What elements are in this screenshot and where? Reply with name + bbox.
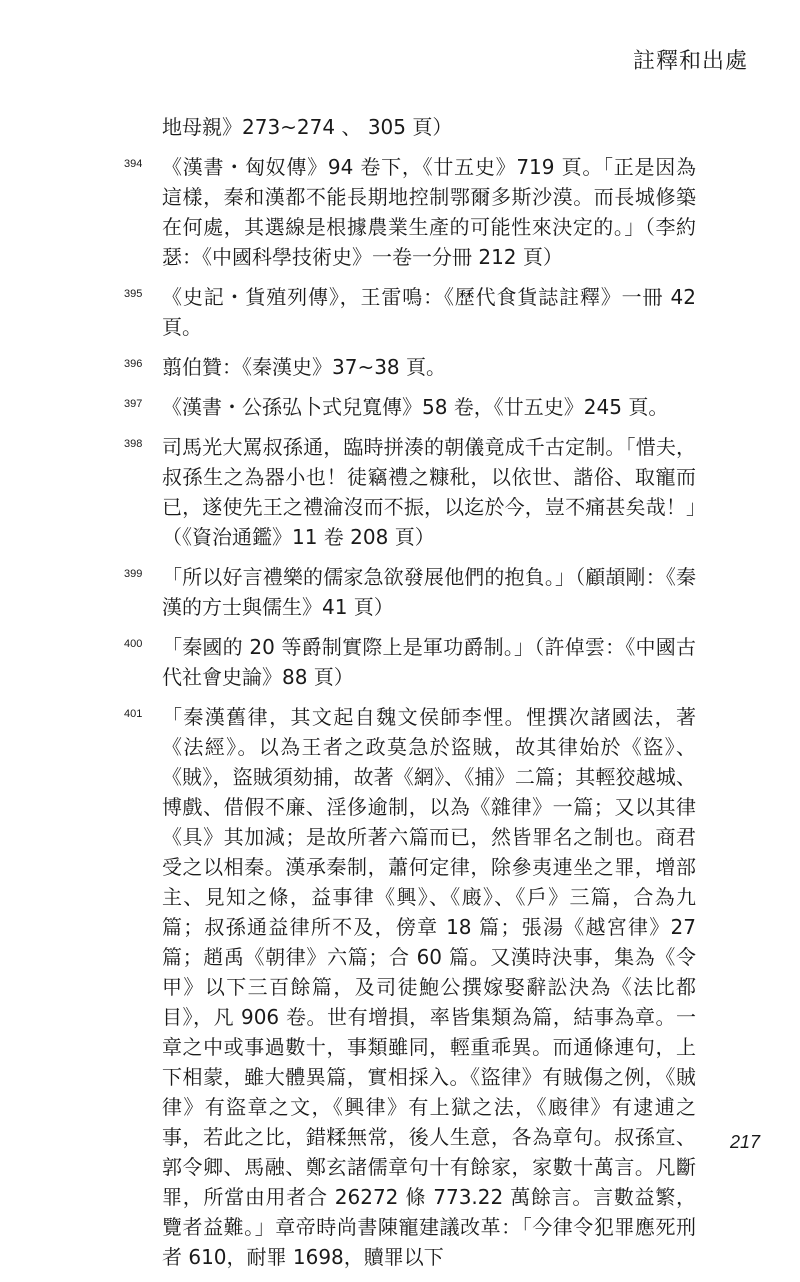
footnote-399 — [124, 562, 696, 622]
footnote-396 — [124, 352, 696, 382]
footnote-text: 《史記・貨殖列傳》，王雷鳴：《歷代食貨誌註釋》一冊 42 頁。 — [162, 285, 696, 339]
footnote-text: 《漢書・匈奴傳》94 卷下，《廿五史》719 頁。「正是因為這樣，秦和漢都不能長期地控制鄂爾多斯沙漠。而長城修築在何處，其選線是根據農業生產的可能性來決定的。」（李約瑟：《中國科學技術史》一卷一分冊 212 頁） — [162, 155, 696, 269]
footnote-text: 「秦漢舊律，其文起自魏文侯師李悝。悝撰次諸國法，著《法經》。以為王者之政莫急於盜賊，故其律始於《盜》、《賊》，盜賊須劾捕，故著《網》、《捕》二篇；其輕狡越城、博戲、借假不廉、淫侈逾制，以為《雜律》一篇；又以其律《具》其加減；是故所著六篇而已，然皆罪名之制也。商君受之以相秦。漢承秦制，蕭何定律，除參夷連坐之罪，增部主、見知之條，益事律《興》、《廄》、《戶》三篇，合為九篇；叔孫通益律所不及，傍章 18 篇；張湯《越宮律》27 篇；趙禹《朝律》六篇；合 60 篇。又漢時決事，集為《令甲》以下三百餘篇，及司徒鮑公撰嫁娶辭訟決為《法比都目》，凡 906 卷。世有增損，率皆集類為篇，結事為章。一章之中或事過數十，事類雖同，輕重乖異。而通條連句，上下相蒙，雖大體異篇，實相採入。《盜律》有賊傷之例，《賊律》有盜章之文，《興律》有上獄之法，《廄律》有逮逋之事，若此之比，錯糅無常，後人生意，各為章句。叔孫宣、郭令卿、馬融、鄭玄諸儒章句十有餘家，家數十萬言。凡斷罪，所當由用者合 26272 條 773.22 萬餘言。言數益繁，覽者益難。」章帝時尚書陳寵建議改革：「今律令犯罪應死刑者 610，耐罪 1698，贖罪以下 — [162, 705, 696, 1269]
footnote-395 — [124, 282, 696, 342]
footnote-text: 「秦國的 20 等爵制實際上是軍功爵制。」（許倬雲：《中國古代社會史論》88 頁） — [162, 635, 696, 689]
footnote-number: 394 — [124, 158, 143, 170]
footnote-number: 400 — [124, 638, 143, 650]
footnote-401 — [124, 702, 696, 1272]
footnote-394 — [124, 152, 696, 272]
footnote-number: 401 — [124, 708, 143, 720]
footnote-400 — [124, 632, 696, 692]
footnote-text: 「所以好言禮樂的儒家急欲發展他們的抱負。」（顧頡剛：《秦漢的方士與儒生》41 頁） — [162, 565, 696, 619]
footnote-text: 司馬光大罵叔孫通，臨時拼湊的朝儀竟成千古定制。「惜夫，叔孫生之為器小也！徒竊禮之糠秕，以依世、諧俗、取寵而已，遂使先王之禮淪沒而不振，以迄於今，豈不痛甚矣哉！」（《資治通鑑》11 卷 208 頁） — [162, 435, 696, 549]
running-title: 註釋和出處 — [632, 49, 748, 74]
page-number: 217 — [729, 1132, 760, 1152]
footnote-text: 翦伯贊：《秦漢史》37~38 頁。 — [162, 355, 447, 379]
footnote-number: 396 — [124, 358, 143, 370]
footnote-398 — [124, 432, 696, 552]
continued-note-text: 地母親》273~274 、 305 頁） — [162, 115, 453, 139]
footnote-number: 397 — [124, 398, 143, 410]
footnotes — [124, 112, 696, 1282]
footnote-397 — [124, 392, 696, 422]
footnote-number: 399 — [124, 568, 143, 580]
footnote-number: 398 — [124, 438, 143, 450]
footnote-number: 395 — [124, 288, 143, 300]
footnote-text: 《漢書・公孫弘卜式兒寬傳》58 卷，《廿五史》245 頁。 — [162, 395, 669, 419]
